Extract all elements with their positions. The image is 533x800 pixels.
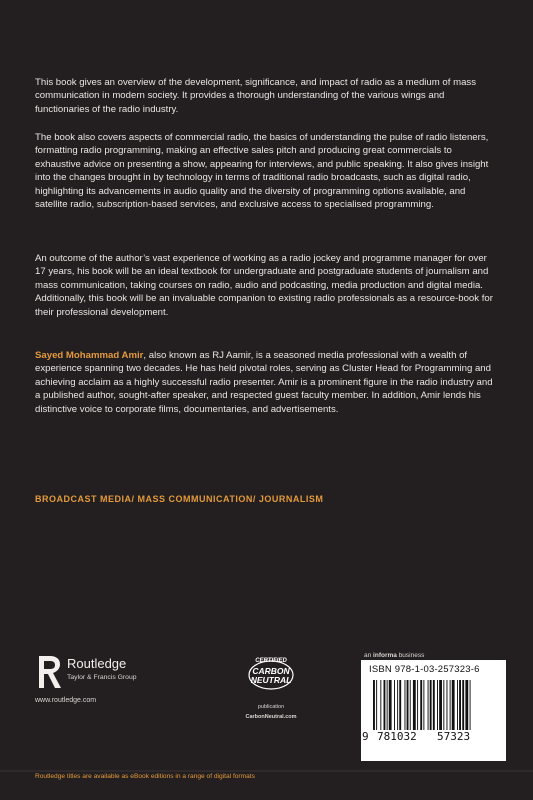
carbon-url: CarbonNeutral.com [245,714,297,720]
carbon-neutral-logo-icon [247,658,295,692]
publisher-url[interactable]: www.routledge.com [35,697,97,704]
routledge-r-logo-icon [35,654,63,690]
publisher-group: Taylor & Francis Group [67,674,137,681]
barcode-digit-lead: 9 [362,730,369,743]
isbn-text: ISBN 978-1-03-257323-6 [369,664,480,675]
barcode-bars [369,680,499,732]
blurb-paragraph-1: This book gives an overview of the development, significance, and impact of radio as a medium of mass communication in modern society. It provides a thorough understanding of the various wings and functionaries of the radio industry. [35,77,477,115]
carbon-line-2: NEUTRAL [250,675,292,685]
author-bio-text: , also known as RJ Aamir, is a seasoned media professional with a wealth of experience spanning two decades. He has held pivotal roles, serving as Cluster Head for Programming and achieving acclaim as a highly successful radio presenter. Amir is a prominent figure in the radio industry and a published author, sought-after speaker, and respected guest faculty member. In addition, Amir lends his distinctive voice to corporate films, documentaries, and advertisements. [35,350,493,415]
author-name: Sayed Mohammad Amir [35,350,144,361]
carbon-line-1: CARBON [252,666,290,676]
isbn-barcode [361,660,506,761]
informa-suffix: business [396,652,425,659]
blurb-paragraph-3: An outcome of the author’s vast experience of working as a radio jockey and programme manager for over 17 years, his book will be an ideal textbook for undergraduate and postgraduate students of journalism and mass communication, taking courses on radio, audio and podcasting, media production and digital media. Additionally, this book will be an invaluable companion to existing radio professionals as a resource-book for their professional development. [35,253,493,318]
routledge-vertical-text: ROUTLEDGE [33,662,38,687]
ebook-footnote: Routledge titles are available as eBook editions in a range of digital formats [35,773,255,780]
publisher-name: Routledge [67,656,127,671]
footer-divider [0,770,533,772]
subject-categories: BROADCAST MEDIA/ MASS COMMUNICATION/ JOURNALISM [35,494,324,504]
carbon-publication-label: publication [257,704,285,710]
carbon-certified-label: CERTIFIED [255,658,287,664]
informa-prefix: an [364,652,374,659]
blurb-paragraph-2: The book also covers aspects of commercial radio, the basics of understanding the pulse of radio listeners, formatting radio programming, making an effective sales pitch and producing great commercials to exhaustive advice on presenting a show, appearing for interviews, and public speaking. It also gives insight into the changes brought in by technology in terms of traditional radio broadcasts, such as digital radio, highlighting its advancements in audio quality and the diversity of programming options available, and satellite radio, subscription-based services, and exclusive access to specialised programming. [35,132,489,211]
author-bio [35,349,500,416]
carbon-neutral-badge [236,658,306,720]
informa-business-label [364,652,424,659]
barcode-digits-right: 57323 [437,730,471,743]
barcode-digits-left: 781032 [377,730,417,743]
informa-brand: informa [373,652,397,659]
